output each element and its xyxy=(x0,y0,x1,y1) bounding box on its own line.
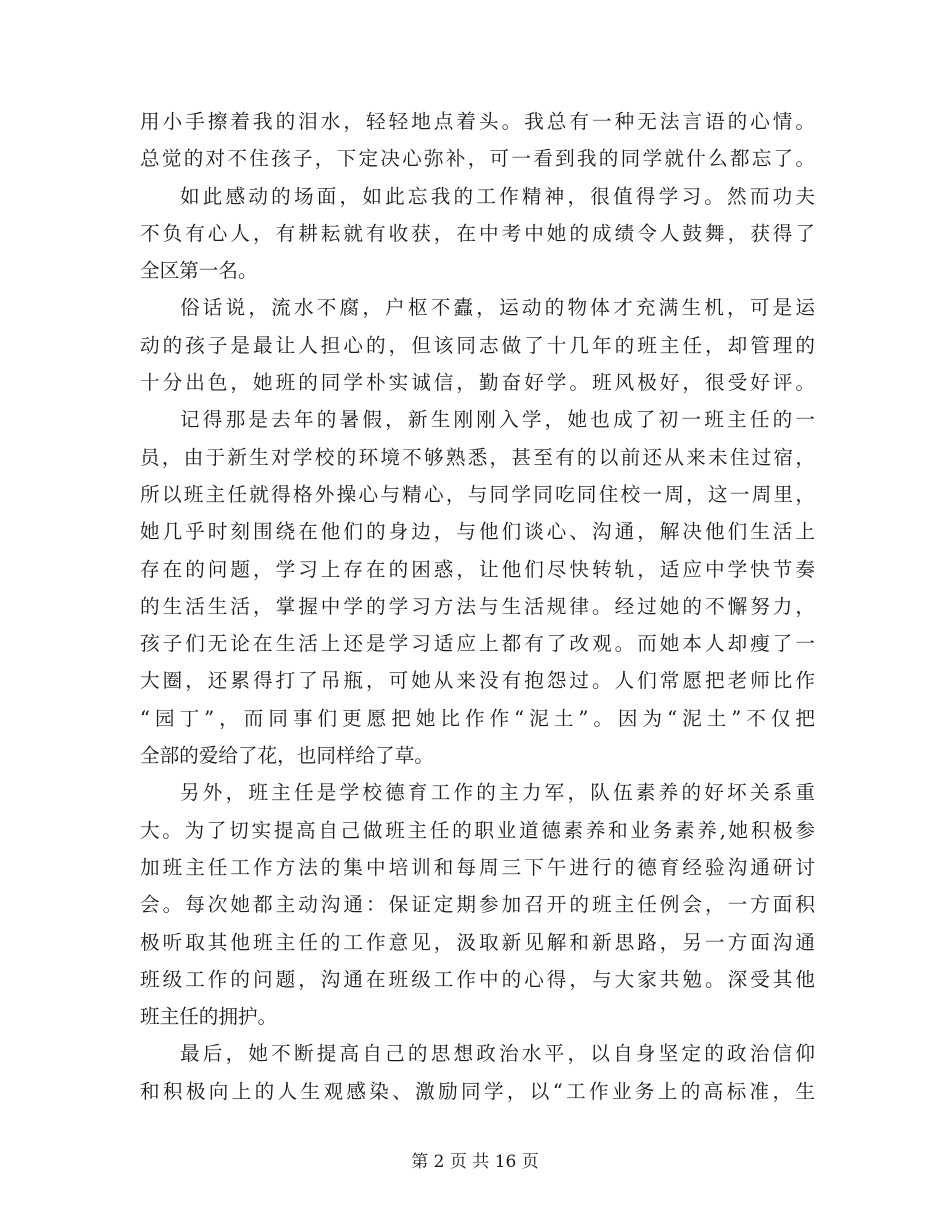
text-line: 俗话说，流水不腐，户枢不蠹，运动的物体才充满生机，可是运 xyxy=(180,296,815,320)
paragraph xyxy=(140,289,815,401)
paragraph xyxy=(140,103,815,178)
text-line: 的生活生活，掌握中学的学习方法与生活规律。经过她的不懈努力， xyxy=(140,594,815,618)
document-body xyxy=(140,103,815,1110)
text-line: 十分出色，她班的同学朴实诚信，勤奋好学。班风极好，很受好评。 xyxy=(140,371,815,395)
page-footer xyxy=(0,1150,950,1174)
text-line: 存在的问题，学习上存在的困惑，让他们尽快转轨，适应中学快节奏 xyxy=(140,557,815,581)
text-line: 极听取其他班主任的工作意见，汲取新见解和新思路，另一方面沟通 xyxy=(140,930,815,954)
text-line: 班级工作的问题，沟通在班级工作中的心得，与大家共勉。深受其他 xyxy=(140,967,815,991)
text-line: 所以班主任就得格外操心与精心，与同学同吃同住校一周，这一周里， xyxy=(140,482,815,506)
text-line: 她几乎时刻围绕在他们的身边，与他们谈心、沟通，解决他们生活上 xyxy=(140,520,815,544)
text-line: 全区第一名。 xyxy=(140,259,258,283)
text-line: 员，由于新生对学校的环境不够熟悉，甚至有的以前还从来未住过宿， xyxy=(140,445,815,469)
text-line: 总觉的对不住孩子，下定决心弥补，可一看到我的同学就什么都忘了。 xyxy=(140,147,815,171)
text-line: 如此感动的场面，如此忘我的工作精神，很值得学习。然而功夫 xyxy=(180,184,815,208)
text-line: 大。为了切实提高自己做班主任的职业道德素养和业务素养,她积极参 xyxy=(140,818,815,842)
paragraph xyxy=(140,178,815,290)
text-line: 用小手擦着我的泪水，轻轻地点着头。我总有一种无法言语的心情。 xyxy=(140,110,815,133)
page-number-label: 第 2 页 共 16 页 xyxy=(411,1152,539,1172)
text-line: 最后，她不断提高自己的思想政治水平，以自身坚定的政治信仰 xyxy=(180,1042,815,1066)
text-line: 大圈，还累得打了吊瓶，可她从来没有抱怨过。人们常愿把老师比作 xyxy=(140,669,815,693)
paragraph xyxy=(140,1035,815,1110)
text-line: 班主任的拥护。 xyxy=(140,1005,278,1029)
text-line: 孩子们无论在生活上还是学习适应上都有了改观。而她本人却瘦了一 xyxy=(140,632,815,656)
text-line: 另外，班主任是学校德育工作的主力军，队伍素养的好坏关系重 xyxy=(180,781,815,805)
text-line: 记得那是去年的暑假，新生刚刚入学，她也成了初一班主任的一 xyxy=(180,408,815,432)
text-line: 会。每次她都主动沟通：保证定期参加召开的班主任例会，一方面积 xyxy=(140,893,815,917)
paragraph xyxy=(140,774,815,1035)
text-line: 不负有心人，有耕耘就有收获，在中考中她的成绩令人鼓舞，获得了 xyxy=(140,221,815,245)
text-line: 加班主任工作方法的集中培训和每周三下午进行的德育经验沟通研讨 xyxy=(140,855,815,879)
text-line: “园丁”，而同事们更愿把她比作作“泥土”。因为“泥土”不仅把 xyxy=(140,706,815,730)
text-line: 动的孩子是最让人担心的，但该同志做了十几年的班主任，却管理的 xyxy=(140,333,815,357)
paragraph xyxy=(140,401,815,774)
text-line: 全部的爱给了花，也同样给了草。 xyxy=(140,744,434,768)
text-line: 和积极向上的人生观感染、激励同学，以“工作业务上的高标准，生 xyxy=(140,1079,815,1103)
